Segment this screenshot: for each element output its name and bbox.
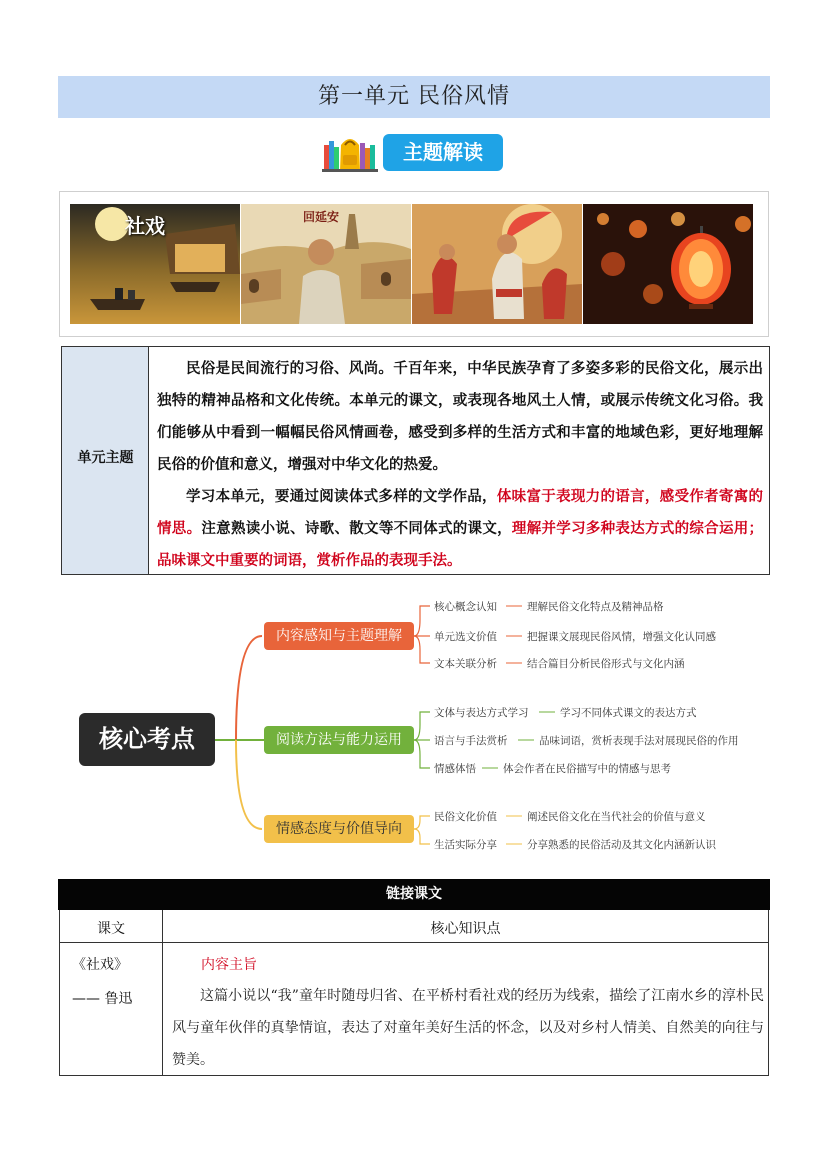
point-title: 内容主旨 <box>201 957 257 973</box>
leaf-value: 体会作者在民俗描写中的情感与思考 <box>503 763 671 775</box>
leaf-value: 品味词语，赏析表现手法对展现民俗的作用 <box>539 735 739 747</box>
column-header-lesson: 课文 <box>97 921 125 937</box>
leaf-key: 生活实际分享 <box>434 839 497 851</box>
branch-emotional-values: 情感态度与价值导向 <box>264 815 414 843</box>
leaf-key: 单元选文价值 <box>434 631 497 643</box>
leaf-key: 文体与表达方式学习 <box>434 707 529 719</box>
leaf-key: 文本关联分析 <box>434 658 497 670</box>
column-header-key-points: 核心知识点 <box>430 921 501 937</box>
linked-text-header: 链接课文 <box>58 879 770 910</box>
picture-caption: 回延安 <box>303 210 340 224</box>
branch-content-understanding: 内容感知与主题理解 <box>264 622 414 650</box>
picture-caption: 社戏 <box>125 214 165 238</box>
highlight-text: 体味富于表现力的语言，感受作者寄寓的情思。 <box>157 489 764 537</box>
leaf-value: 学习不同体式课文的表达方式 <box>560 707 697 719</box>
text-span: 注意熟读小说、诗歌、散文等不同体式的课文， <box>201 521 512 537</box>
leaf-value: 结合篇目分析民俗形式与文化内涵 <box>527 658 685 670</box>
leaf-key: 民俗文化价值 <box>434 811 497 823</box>
linked-text-table <box>59 910 769 1076</box>
leaf-value: 分享熟悉的民俗活动及其文化内涵新认识 <box>527 839 716 851</box>
page-title: 第一单元 民俗风情 <box>318 84 510 109</box>
point-body <box>172 980 764 1076</box>
lesson-author: —— 鲁迅 <box>72 991 133 1007</box>
leaf-value: 把握课文展现民俗风情，增强文化认同感 <box>527 631 716 643</box>
leaf-key: 语言与手法赏析 <box>434 735 508 747</box>
text-span: 学习本单元，要通过阅读体式多样的文学作品， <box>186 489 497 505</box>
highlight-text: 理解并学习多种表达方式的综合运用；品味课文中重要的词语，赏析作品的表现手法。 <box>157 521 764 569</box>
core-points-node: 核心考点 <box>79 713 215 766</box>
theme-badge: 主题解读 <box>383 134 503 171</box>
leaf-value: 理解民俗文化特点及精神品格 <box>527 601 664 613</box>
branch-reading-methods: 阅读方法与能力运用 <box>264 726 414 754</box>
point-paragraph: 这篇小说以“我”童年时随母归省、在平桥村看社戏的经历为线索，描绘了江南水乡的淳朴民风与童年伙伴的真挚情谊，表达了对童年美好生活的怀念，以及对乡村人情美、自然美的向往与赞美。 <box>172 988 764 1068</box>
lesson-title: 《社戏》 <box>72 957 128 973</box>
leaf-key: 情感体悟 <box>434 763 476 775</box>
leaf-value: 阐述民俗文化在当代社会的价值与意义 <box>527 811 706 823</box>
table-divider <box>60 942 768 943</box>
unit-theme-paragraph-1: 民俗是民间流行的习俗、风尚。千百年来，中华民族孕育了多姿多彩的民俗文化，展示出独特的精神品格和文化传统。本单元的课文，或表现各地风土人情，或展示传统文化习俗。我们能够从中看到一幅幅民俗风情画卷，感受到多样的生活方式和丰富的地域色彩，更好地理解民俗的价值和意义，增强对中华文化的热爱。 <box>157 361 763 473</box>
unit-theme-label: 单元主题 <box>77 450 134 466</box>
leaf-key: 核心概念认知 <box>434 601 497 613</box>
